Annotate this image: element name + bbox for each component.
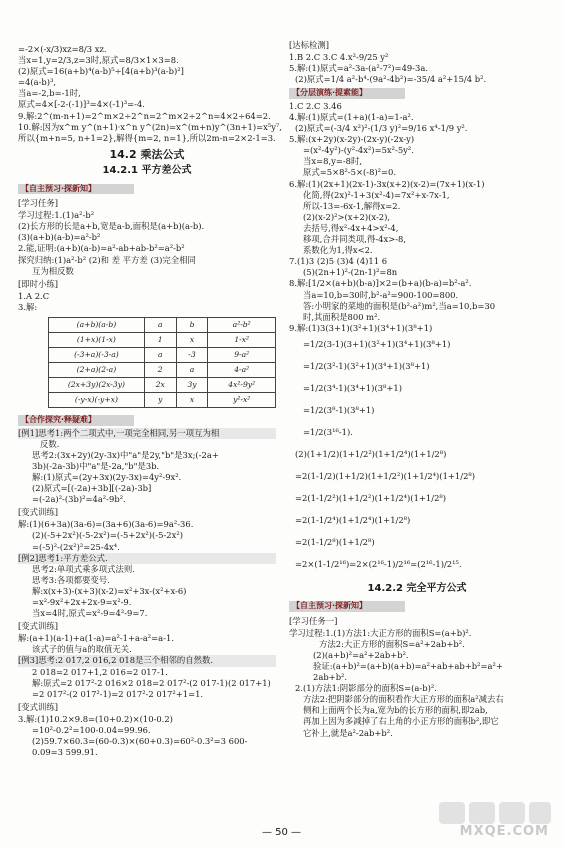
formula-row: [289, 444, 545, 466]
text-line: 9.解:(1)3(3+1)(3²+1)(3⁴+1)(3⁸+1): [289, 322, 433, 333]
text-line: 它补上,就是a²-2ab+b².: [303, 727, 393, 738]
formula-row: [289, 554, 545, 576]
text-line: =2(1-1/2²)(1+1/2²)(1+1/2⁴)(1+1/2⁸): [295, 492, 447, 503]
text-line: (2)长方形的长是a+b,宽是a-b,面积是(a+b)(a-b).: [18, 221, 205, 232]
formula-row: [289, 378, 545, 400]
text-line: 6.解:(1)(2x+1)(2x-1)-3x(x+2)(x-2)=(7x+1)(x-1): [289, 178, 485, 189]
formula-row: [289, 400, 545, 422]
text-line: =1/2(3-1)(3+1)(3²+1)(3⁴+1)(3⁸+1): [303, 338, 451, 349]
table-cell: -3: [176, 348, 208, 363]
text-line: 1.B 2.C 3.C 4.x²-9/25 y²: [289, 52, 389, 63]
variant-header: [变式训练]: [18, 507, 59, 518]
text-line: 3b)(-2a-3b)中"a"是-2a,"b"是3b.: [32, 460, 160, 471]
text-line: 学习过程:1.(1)a²-b²: [18, 210, 95, 221]
left-column: [18, 44, 282, 758]
text-line: 1.C 2.C 3.46: [289, 100, 342, 111]
table-cell: (2+a)(2-a): [49, 363, 145, 378]
text-line: 学习过程:1.(1)方法1:大正方形的面积S=(a+b)².: [289, 627, 472, 638]
text-line: 2.(1)方法1:阴影部分的面积S=(a-b)².: [295, 683, 437, 694]
text-line: =(-2a)²-(3b)²=4a²-9b².: [32, 494, 126, 505]
text-line: 解:原式=2 017²-2 016×2 018=2 017²-(2 017-1)(2 017+1): [32, 677, 271, 688]
table-row: [49, 318, 276, 333]
text-line: (2)59.7×60.3=(60-0.3)×(60+0.3)=60²-0.3²=3 600-: [32, 736, 248, 747]
text-line: (2)原式=1/4 a²-b⁴-(9a²-4b²)=-35/4 a²+15/4 b².: [295, 74, 487, 85]
right-column: [289, 38, 545, 739]
table-cell: (a+b)(a-b): [49, 318, 145, 333]
text-line: 当x=1,y=2/3,z=3时,原式=8/3×1×3=8.: [18, 55, 179, 66]
text-line: =(-5)²-(2x²)²=25-4x⁴.: [32, 541, 120, 552]
text-line: =1/2(3¹⁶-1).: [303, 426, 353, 437]
text-line: 时,其面积是800 m².: [303, 311, 381, 322]
text-line: 3.解:: [18, 301, 38, 312]
text-line: (2)(-5+2x²)(-5-2x²)=(-5+2x²)(-5-2x²): [32, 530, 183, 541]
text-line: 侧和上面两个长为a,宽为b的长方形的面积,即2ab,: [303, 705, 488, 716]
text-line: (2)原式=16(a+b)⁴(a-b)⁵÷[4(a+b)³(a-b)²]: [18, 66, 184, 77]
table-cell: y: [144, 393, 176, 408]
text-line: 解:x(x+3)-(x+3)(x-2)=x²+3x-(x²+x-6): [32, 585, 187, 596]
text-line: =4(a-b)³,: [18, 77, 57, 88]
text-line: 方法2:大正方形的面积S=a²+2ab+b².: [319, 638, 465, 649]
text-line: 解:(1)(6+3a)(3a-6)=(3a+6)(3a-6)=9a²-36.: [18, 519, 194, 530]
text-line: 10.解:因为x^m y^(n+1)·x^n y^(2n)=x^(m+n)y^(3n+1)=x⁵y⁷,: [18, 121, 282, 132]
text-line: 9.解:2^(m-n+1)=2^m×2÷2^n=2^m×2÷2^n=4×2÷64=2.: [18, 110, 271, 121]
text-line: 思考2:单项式乘多项式法则.: [32, 563, 135, 574]
subsection-title: 14.2.2 完全平方公式: [367, 582, 467, 594]
text-line: 反数.: [40, 438, 60, 449]
text-line: =2×(1-1/2¹⁶)=2×(2¹⁶-1)/2¹⁶=(2¹⁶-1)/2¹⁵.: [295, 558, 462, 569]
text-line: 4.解:(1)原式=(1+a)(1-a)=1-a².: [289, 112, 414, 123]
page-number: — 50 —: [261, 827, 302, 838]
table-cell: x: [176, 333, 208, 348]
table-row: [49, 393, 276, 408]
watermark-text: MXQE.COM: [459, 823, 549, 839]
text-line: 方法2:把阴影部分的面积看作大正方形的面积a²减去右: [303, 694, 504, 705]
text-line: =2(1-1/2⁴)(1+1/2⁴)(1+1/2⁸): [295, 514, 411, 525]
table-cell: (-y-x)(-y+x): [49, 393, 145, 408]
formula-table: [48, 317, 276, 408]
formula-row: [289, 510, 545, 532]
text-line: 3.解:(1)10.2×9.8=(10+0.2)×(10-0.2): [18, 713, 173, 724]
table-cell: a: [144, 348, 176, 363]
text-line: (2)(a+b)²=a²+2ab+b².: [313, 649, 409, 660]
formula-row: [289, 334, 545, 356]
watermark-logo: [435, 800, 555, 844]
text-line: (5)(2n+1)²-(2n-1)²=8n: [303, 267, 398, 278]
text-line: =(x²-4y²)-(y²-4x²)=5x²-5y².: [303, 145, 414, 156]
text-line: 再加上因为多减掉了右上角的小正方形的面积b²,即它: [303, 716, 499, 727]
text-line: 互为相反数: [32, 265, 74, 276]
text-line: 所以{m+n=5, n+1=2},解得{m=2, n=1},所以2m-n=2×2-1=3.: [18, 132, 276, 143]
text-line: 当a=10,b=30时,b²-a²=900-100=800.: [303, 289, 459, 300]
text-line: 去括号,得x²-4x+4>x²-4,: [303, 222, 399, 233]
table-cell: 4-a²: [208, 363, 276, 378]
text-line: 8.解:[1/2×(a+b)(b-a)]×2=(b+a)(b-a)=b²-a².: [289, 278, 472, 289]
task-header: [学习任务]: [18, 198, 59, 209]
text-line: =1/2(3⁸-1)(3⁸+1): [303, 404, 375, 415]
text-line: 所以-13=-6x-1,解得x=2.: [303, 200, 401, 211]
text-line: 该式子的值与a的取值无关.: [32, 644, 132, 655]
text-line: 7.(1)3 (2)5 (3)4 (4)11 6: [289, 256, 388, 267]
variant-header: [变式训练]: [18, 621, 59, 632]
table-row: [49, 378, 276, 393]
text-line: 1.A 2.C: [18, 290, 50, 301]
text-line: (2)(x-2)²>(x+2)(x-2),: [303, 211, 391, 222]
text-line: 原式=5×8²-5×(-8)²=0.: [303, 167, 397, 178]
formula-row: [289, 488, 545, 510]
table-cell: (2x+3y)(2x-3y): [49, 378, 145, 393]
table-cell: 2x: [144, 378, 176, 393]
text-line: 2ab+b².: [313, 672, 348, 683]
text-line: 原式=4×[-2-(-1)]³=4×(-1)³=-4.: [18, 99, 145, 110]
text-line: =10²-0.2²=100-0.04=99.96.: [32, 725, 151, 736]
subsection-title: 14.2.1 平方差公式: [102, 165, 192, 177]
text-line: 当x=8,y=-8时,: [303, 156, 363, 167]
table-cell: b: [176, 318, 208, 333]
formula-row: [289, 422, 545, 444]
left-top-block: [18, 44, 282, 144]
text-line: 5.解:(x+2y)(x-2y)-(2x-y)(-2x-y): [289, 134, 415, 145]
table-cell: a²-b²: [208, 318, 276, 333]
text-line: 探究归纳:(1)a²-b² (2)和 差 平方差 (3)完全相同: [18, 254, 196, 265]
formula-row: [289, 466, 545, 488]
table-cell: 4x²-9y²: [208, 378, 276, 393]
table-row: [49, 348, 276, 363]
text-line: =1/2(3⁴-1)(3⁴+1)(3⁸+1): [303, 382, 403, 393]
section-band: 【自主预习·探新知】: [289, 601, 405, 612]
text-line: 当x=4时,原式=x²-9=4²-9=7.: [32, 608, 148, 619]
text-line: (2)(1+1/2)(1+1/2²)(1+1/2⁴)(1+1/2⁸): [295, 448, 447, 459]
example-line: [例1]思考1:两个二项式中,一项完全相同,另一项互为相: [18, 428, 276, 439]
table-row: [49, 333, 276, 348]
text-line: 解:(1)原式=(2y+3x)(2y-3x)=4y²-9x².: [32, 471, 182, 482]
table-cell: (-3+a)(-3-a): [49, 348, 145, 363]
text-line: =-2×(-x/3)xz=8/3 xz.: [18, 44, 107, 54]
section-band: 【自主预习·探新知】: [18, 184, 134, 195]
text-line: 验证:(a+b)²=(a+b)(a+b)=a²+ab+ab+b²=a²+: [313, 661, 503, 671]
table-cell: x: [176, 393, 208, 408]
table-cell: 3y: [176, 378, 208, 393]
text-line: 解:(a+1)(a-1)+a(1-a)=a²-1+a-a²=a-1.: [18, 633, 175, 644]
section-band: 【分层演练·提素能】: [289, 88, 405, 99]
text-line: 0.09=3 599.91.: [32, 747, 98, 758]
text-line: 2.能,证明:(a+b)(a-b)=a²-ab+ab-b²=a²-b²: [18, 243, 185, 254]
table-row: [49, 363, 276, 378]
example-line: [例2]思考1:平方差公式.: [18, 553, 276, 564]
section-band: 【合作探究·释疑难】: [18, 415, 134, 426]
text-line: (2)原式=(-3/4 x²)²-(1/3 y)²=9/16 x⁴-1/9 y².: [295, 123, 468, 134]
text-line: =2(1-1/2)(1+1/2)(1+1/2²)(1+1/2⁴)(1+1/2⁸): [295, 470, 476, 481]
dabiao-header: [达标检测]: [289, 40, 330, 50]
text-line: =2(1-1/2⁸)(1+1/2⁸): [295, 536, 375, 547]
practice-header: [即时小练]: [18, 278, 59, 289]
table-cell: (1+x)(1-x): [49, 333, 145, 348]
text-line: 化简,得(2x)²-1+3(x²-4)=7x²+x-7x-1,: [303, 189, 450, 200]
table-cell: 2: [144, 363, 176, 378]
table-cell: a: [144, 318, 176, 333]
variant-header: [变式训练]: [18, 701, 59, 712]
text-line: 系数化为1,得x<2.: [303, 245, 373, 256]
text-line: =x²-9x²+2x+2x-9=x²-9.: [32, 596, 132, 607]
text-line: (3)(a+b)(a-b)=a²-b²: [18, 232, 101, 243]
text-line: 思考2:(3x+2y)(2y-3x)中"a"是2y,"b"是3x;(-2a+: [32, 449, 219, 460]
table-cell: 9-a²: [208, 348, 276, 363]
text-line: 思考3:各项都要变号.: [32, 574, 110, 585]
table-cell: y²-x²: [208, 393, 276, 408]
section-title: 14.2 乘法公式: [109, 147, 185, 161]
task-header: [学习任务一]: [289, 615, 338, 626]
formula-row: [289, 356, 545, 378]
text-line: 移项,合并同类项,得-4x>-8,: [303, 234, 407, 245]
table-cell: 1: [144, 333, 176, 348]
text-line: 5.解:(1)原式=a²-3a-(a²-7²)=49-3a.: [289, 63, 429, 74]
text-line: (2)原式=[(-2a)+3b][(-2a)-3b]: [32, 483, 152, 494]
text-line: 2 018=2 017+1,2 016=2 017-1.: [32, 666, 168, 677]
text-line: =1/2(3²-1)(3²+1)(3⁴+1)(3⁸+1): [303, 360, 430, 371]
text-line: =2 017²-(2 017²-1)=2 017²-2 017²+1=1.: [32, 688, 204, 699]
formula-row: [289, 532, 545, 554]
table-cell: 1-x²: [208, 333, 276, 348]
example-line: [例3]思考:2 017,2 016,2 018是三个相邻的自然数.: [18, 655, 276, 666]
table-cell: a: [176, 363, 208, 378]
text-line: 当a=-2,b=-1时,: [18, 88, 81, 99]
text-line: 答:小明家的菜地的面积是(b²-a²)m²,当a=10,b=30: [303, 300, 496, 311]
